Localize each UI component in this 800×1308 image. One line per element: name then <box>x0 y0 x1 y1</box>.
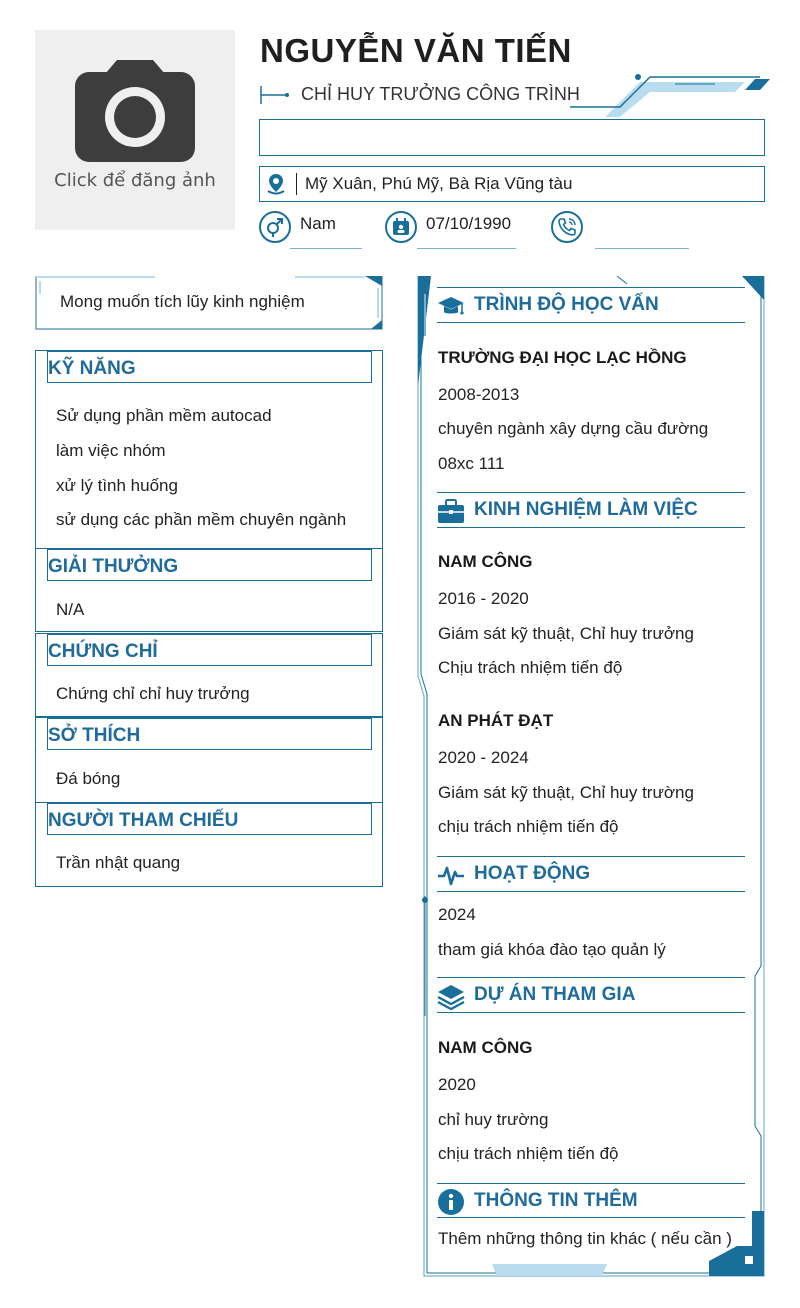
address-separator <box>296 173 297 195</box>
job-description: Giám sát kỹ thuật, Chỉ huy trưởng <box>438 624 694 643</box>
activity-description: tham giá khóa đào tạo quản lý <box>438 940 666 959</box>
calendar-icon <box>385 211 417 243</box>
project-company: NAM CÔNG <box>438 1038 533 1057</box>
location-icon <box>264 172 288 196</box>
phone-underline <box>595 248 689 249</box>
project-description: chỉ huy trường <box>438 1110 549 1129</box>
dob-text: 07/10/1990 <box>426 214 512 233</box>
briefcase-icon <box>437 497 465 525</box>
camera-icon <box>75 60 195 165</box>
list-item: Trần nhật quang <box>56 853 181 872</box>
awards-section <box>35 548 383 632</box>
activities-heading: HOẠT ĐỘNG <box>437 856 745 892</box>
list-item: sử dụng các phần mềm chuyên ngành <box>56 510 347 529</box>
list-item: xử lý tình huống <box>56 476 178 495</box>
list-item: làm việc nhóm <box>56 441 166 460</box>
experience-heading: KINH NGHIỆM LÀM VIỆC <box>437 492 745 528</box>
education-extra: 08xc 111 <box>438 454 505 473</box>
education-major: chuyên ngành xây dựng cầu đường <box>438 419 709 438</box>
phone-icon <box>551 211 583 243</box>
header-empty-field[interactable] <box>259 119 765 156</box>
list-item: Đá bóng <box>56 769 121 788</box>
job-description: Chịu trách nhiệm tiến độ <box>438 658 623 677</box>
company-name: AN PHÁT ĐẠT <box>438 711 554 730</box>
references-heading: NGƯỜI THAM CHIẾU <box>47 803 372 835</box>
education-heading: TRÌNH ĐỘ HỌC VẤN <box>437 287 745 323</box>
job-period: 2016 - 2020 <box>438 589 529 608</box>
hobbies-heading: SỞ THÍCH <box>47 718 372 750</box>
gender-text: Nam <box>300 214 336 233</box>
job-period: 2020 - 2024 <box>438 748 529 767</box>
references-section <box>35 802 383 887</box>
gender-underline <box>290 248 362 249</box>
list-item: Chứng chỉ chỉ huy trưởng <box>56 684 250 703</box>
photo-caption: Click để đăng ảnh <box>54 170 216 191</box>
title-decoration <box>260 84 290 106</box>
education-period: 2008-2013 <box>438 385 520 404</box>
activity-year: 2024 <box>438 905 476 924</box>
project-year: 2020 <box>438 1075 476 1094</box>
job-title: CHỈ HUY TRƯỞNG CÔNG TRÌNH <box>301 84 580 104</box>
graduation-cap-icon <box>437 292 465 320</box>
list-item: N/A <box>56 600 85 619</box>
dob-underline <box>417 248 516 249</box>
address-field[interactable] <box>259 166 765 202</box>
gender-icon <box>259 211 291 243</box>
job-description: Giám sát kỹ thuật, Chỉ huy trường <box>438 783 694 802</box>
projects-heading: DỰ ÁN THAM GIA <box>437 977 745 1013</box>
company-name: NAM CÔNG <box>438 552 533 571</box>
job-description: chịu trách nhiệm tiến độ <box>438 817 619 836</box>
awards-heading: GIẢI THƯỞNG <box>47 549 372 581</box>
header-decoration <box>565 72 770 117</box>
certificates-heading: CHỨNG CHỈ <box>47 634 372 666</box>
hobbies-section <box>35 717 383 803</box>
layers-icon <box>437 982 465 1010</box>
candidate-name: NGUYỄN VĂN TIẾN <box>260 32 572 69</box>
certificates-section <box>35 633 383 717</box>
career-objective: Mong muốn tích lũy kinh nghiệm <box>60 292 305 311</box>
skills-heading: KỸ NĂNG <box>47 351 372 383</box>
more-info-text: Thêm những thông tin khác ( nếu cần ) <box>438 1229 732 1248</box>
pulse-icon <box>437 861 465 889</box>
more-info-heading: THÔNG TIN THÊM <box>437 1183 745 1218</box>
project-description: chịu trách nhiệm tiến độ <box>438 1144 619 1163</box>
info-icon <box>437 1188 465 1216</box>
avatar-placeholder[interactable] <box>35 30 235 230</box>
skills-section <box>35 350 383 549</box>
list-item: Sử dụng phần mềm autocad <box>56 406 272 425</box>
address-text: Mỹ Xuân, Phú Mỹ, Bà Rịa Vũng tàu <box>305 174 573 193</box>
school-name: TRƯỜNG ĐẠI HỌC LẠC HỒNG <box>438 348 687 367</box>
